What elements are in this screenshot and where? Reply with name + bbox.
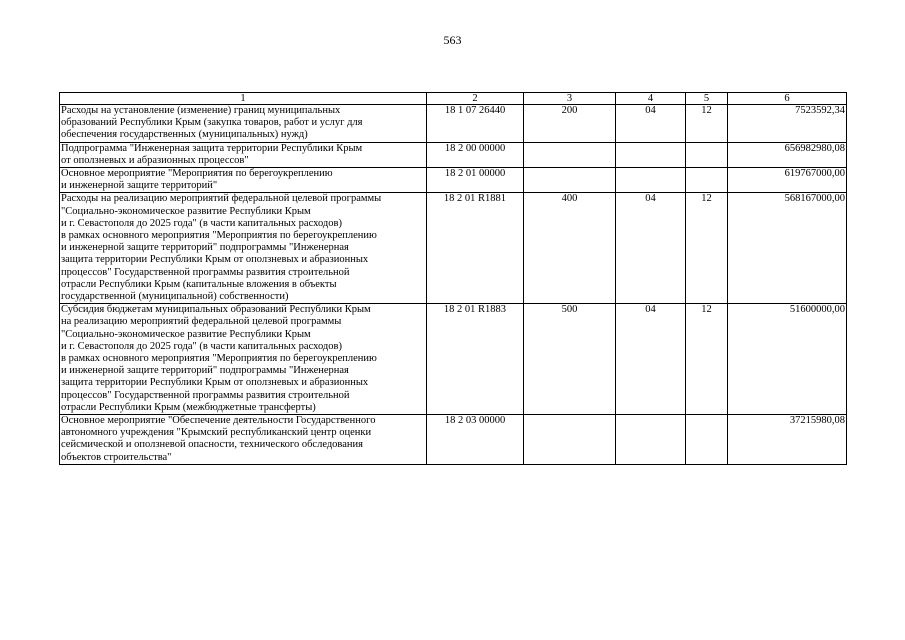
budget-table [59,92,847,465]
row-expense-type: 200 [524,105,616,143]
column-header: 1 [60,93,427,105]
row-code: 18 1 07 26440 [427,105,524,143]
header-row [60,93,847,105]
row-amount: 37215980,08 [728,415,847,465]
row-section [616,168,686,193]
row-expense-type: 400 [524,193,616,304]
row-name: Основное мероприятие "Мероприятия по берегоукреплению и инженерной защите территорий" [60,168,427,193]
row-amount: 619767000,00 [728,168,847,193]
column-header: 2 [427,93,524,105]
row-section: 04 [616,193,686,304]
row-code: 18 2 00 00000 [427,142,524,167]
table-row [60,105,847,143]
row-amount: 568167000,00 [728,193,847,304]
column-header: 5 [686,93,728,105]
row-code: 18 2 01 00000 [427,168,524,193]
page-number: 563 [443,33,462,47]
row-name: Расходы на установление (изменение) границ муниципальных образований Республики Крым (закупка товаров, работ и услуг для обеспечения государственных (муниципальных) нужд) [60,105,427,143]
row-amount: 51600000,00 [728,304,847,415]
row-subsection: 12 [686,304,728,415]
row-name: Основное мероприятие "Обеспечение деятельности Государственного автономного учреждения "Крымский республиканский центр оценки сейсмической и оползневой опасности, технического обследования объектов строительства" [60,415,427,465]
table-row [60,193,847,304]
table-row [60,168,847,193]
row-expense-type [524,168,616,193]
row-subsection: 12 [686,193,728,304]
row-section [616,142,686,167]
row-name: Субсидия бюджетам муниципальных образований Республики Крым на реализацию мероприятий федеральной целевой программы "Социально-экономическое развитие Республики Крым и г. Севастополя до 2025 года" (в части капитальных расходов) в рамках основного мероприятия "Мероприятия по берегоукреплению и инженерной защите территорий" подпрограммы "Инженерная защита территории Республики Крым от оползневых и абразионных процессов" Государственной программы развития строительной отрасли Республики Крым (межбюджетные трансферты) [60,304,427,415]
row-name: Подпрограмма "Инженерная защита территории Республики Крым от оползневых и абразионных процессов" [60,142,427,167]
row-section: 04 [616,304,686,415]
row-section [616,415,686,465]
row-subsection [686,415,728,465]
row-subsection [686,168,728,193]
table-row [60,415,847,465]
row-code: 18 2 03 00000 [427,415,524,465]
row-subsection [686,142,728,167]
row-expense-type: 500 [524,304,616,415]
table-row [60,142,847,167]
row-subsection: 12 [686,105,728,143]
row-expense-type [524,415,616,465]
column-header: 4 [616,93,686,105]
column-header: 6 [728,93,847,105]
row-section: 04 [616,105,686,143]
row-code: 18 2 01 R1881 [427,193,524,304]
row-expense-type [524,142,616,167]
row-code: 18 2 01 R1883 [427,304,524,415]
row-name: Расходы на реализацию мероприятий федеральной целевой программы "Социально-экономическое развитие Республики Крым и г. Севастополя до 2025 года" (в части капитальных расходов) в рамках основного мероприятия "Мероприятия по берегоукреплению и инженерной защите территорий" подпрограммы "Инженерная защита территории Республики Крым от оползневых и абразионных процессов" Государственной программы развития строительной отрасли Республики Крым (капитальные вложения в объекты государственной (муниципальной) собственности) [60,193,427,304]
table-row [60,304,847,415]
row-amount: 656982980,08 [728,142,847,167]
row-amount: 7523592,34 [728,105,847,143]
column-header: 3 [524,93,616,105]
